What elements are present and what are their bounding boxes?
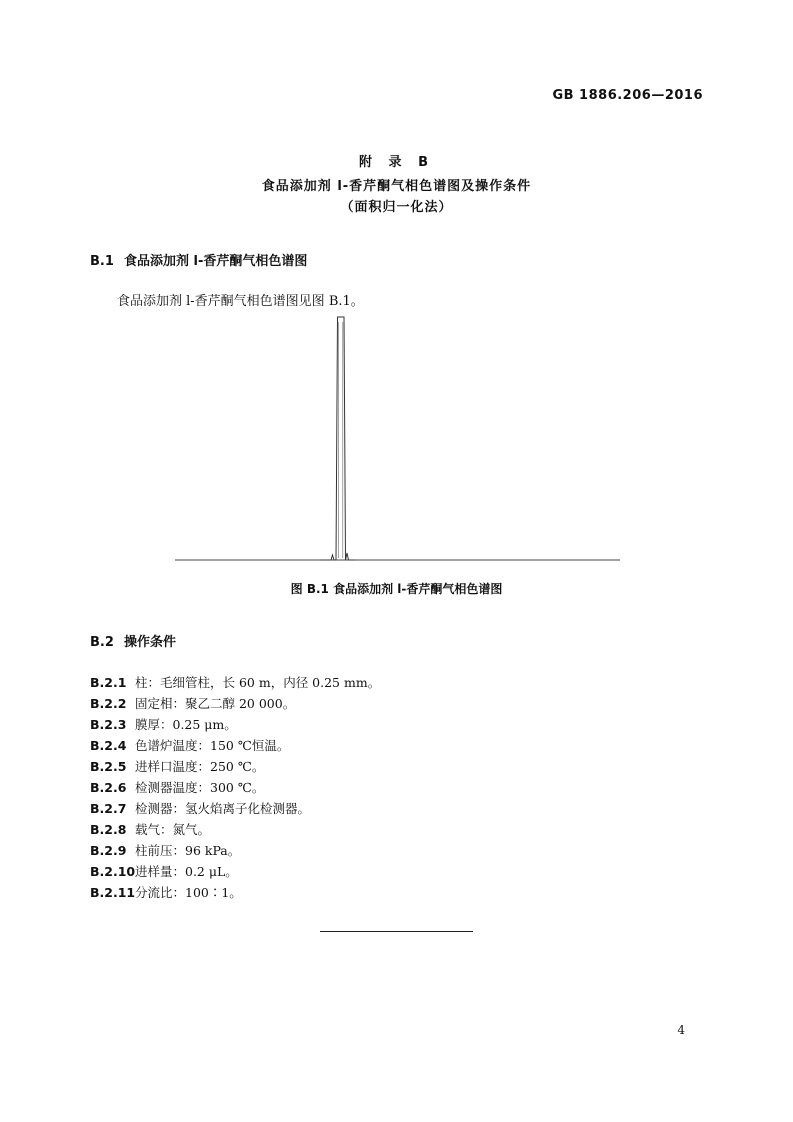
item-text: 检测器：氢火焰离子化检测器。 <box>135 801 311 816</box>
section-number: B.1 <box>90 254 114 269</box>
list-item <box>90 735 380 756</box>
appendix-subtitle: 食品添加剂 l-香芹酮气相色谱图及操作条件 <box>261 179 532 194</box>
appendix-title: 附 录 B <box>359 155 434 170</box>
standard-number: GB 1886.206—2016 <box>552 88 703 103</box>
item-text: 膜厚：0.25 μm。 <box>135 717 237 732</box>
operating-conditions-list <box>90 672 380 903</box>
item-text: 分流比：100∶1。 <box>135 885 242 900</box>
main-peak <box>320 317 355 560</box>
section-number: B.2 <box>90 635 114 650</box>
item-number: B.2.3 <box>90 717 127 732</box>
list-item <box>90 756 380 777</box>
appendix-method: （面积归一化法） <box>340 200 453 215</box>
item-text: 进样口温度：250 ℃。 <box>135 759 265 774</box>
list-item <box>90 777 380 798</box>
section-title: 食品添加剂 l-香芹酮气相色谱图 <box>124 254 308 269</box>
list-item <box>90 714 380 735</box>
item-text: 柱：毛细管柱，长 60 m，内径 0.25 mm。 <box>135 675 381 690</box>
list-item <box>90 798 380 819</box>
figure-reference-paragraph: 食品添加剂 l-香芹酮气相色谱图见图 B.1。 <box>117 294 364 309</box>
chromatogram-figure <box>170 312 620 570</box>
item-text: 进样量：0.2 μL。 <box>135 864 238 879</box>
item-text: 检测器温度：300 ℃。 <box>135 780 265 795</box>
list-item <box>90 840 380 861</box>
item-number: B.2.5 <box>90 759 127 774</box>
section-b1-heading <box>90 250 307 269</box>
end-of-document-rule <box>320 931 473 932</box>
item-number: B.2.4 <box>90 738 127 753</box>
page-number: 4 <box>677 1023 685 1037</box>
list-item <box>90 693 380 714</box>
list-item <box>90 861 380 882</box>
item-number: B.2.2 <box>90 696 127 711</box>
section-b2-heading <box>90 631 176 650</box>
section-title: 操作条件 <box>124 635 177 650</box>
list-item <box>90 882 380 903</box>
item-text: 载气：氮气。 <box>135 822 211 837</box>
item-number: B.2.10 <box>90 864 136 879</box>
list-item <box>90 819 380 840</box>
item-text: 固定相：聚乙二醇 20 000。 <box>135 696 296 711</box>
item-text: 色谱炉温度：150 ℃恒温。 <box>135 738 290 753</box>
item-number: B.2.6 <box>90 780 127 795</box>
item-number: B.2.1 <box>90 675 127 690</box>
list-item <box>90 672 380 693</box>
item-text: 柱前压：96 kPa。 <box>135 843 241 858</box>
item-number: B.2.8 <box>90 822 127 837</box>
figure-caption: 图 B.1 食品添加剂 l-香芹酮气相色谱图 <box>290 582 503 596</box>
item-number: B.2.7 <box>90 801 127 816</box>
item-number: B.2.9 <box>90 843 127 858</box>
item-number: B.2.11 <box>90 885 136 900</box>
